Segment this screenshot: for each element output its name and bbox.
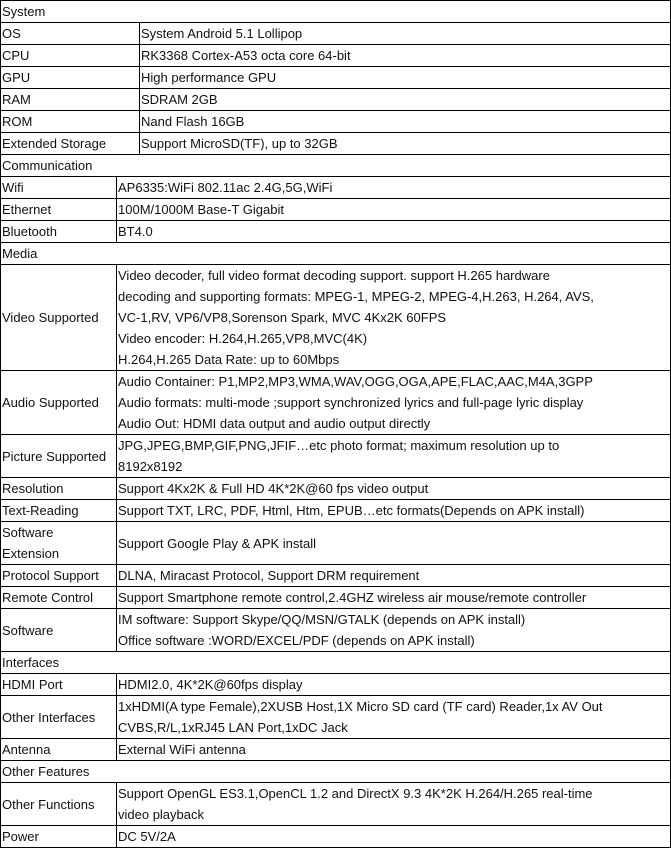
spec-value-line: Audio Out: HDMI data output and audio output directly [118, 416, 431, 431]
spec-label-power: Power [1, 826, 117, 848]
spec-value-gpu: High performance GPU [140, 67, 671, 89]
spec-row-antenna [1, 739, 671, 761]
spec-value-line: Support OpenGL ES3.1,OpenCL 1.2 and DirectX 9.3 4K*2K H.264/H.265 real-time [118, 786, 593, 801]
spec-label-other-interfaces: Other Interfaces [1, 696, 117, 739]
spec-label-storage: Extended Storage [1, 133, 140, 155]
spec-row-power [1, 826, 671, 848]
section-row-system [1, 1, 671, 23]
spec-row-storage [1, 133, 671, 155]
spec-value-hdmi: HDMI2.0, 4K*2K@60fps display [117, 674, 671, 696]
spec-row-wifi [1, 177, 671, 199]
spec-value-rom: Nand Flash 16GB [140, 111, 671, 133]
spec-label-cpu: CPU [1, 45, 140, 67]
spec-label-software: Software [1, 609, 117, 652]
spec-value-remote: Support Smartphone remote control,2.4GHZ wireless air mouse/remote controller [117, 587, 671, 609]
spec-row-bluetooth [1, 221, 671, 243]
spec-value-wifi: AP6335:WiFi 802.11ac 2.4G,5G,WiFi [117, 177, 671, 199]
spec-row-protocol [1, 565, 671, 587]
spec-label-ram: RAM [1, 89, 140, 111]
spec-row-resolution [1, 478, 671, 500]
spec-row-remote [1, 587, 671, 609]
spec-label-hdmi: HDMI Port [1, 674, 117, 696]
spec-label-picture: Picture Supported [1, 435, 117, 478]
spec-value-line: 1xHDMI(A type Female),2XUSB Host,1X Micro SD card (TF card) Reader,1x AV Out [118, 699, 603, 714]
spec-value-line: 8192x8192 [118, 459, 183, 474]
spec-value-line: Video encoder: H.264,H.265,VP8,MVC(4K) [118, 331, 368, 346]
spec-value-line: Audio formats: multi-mode ;support synchronized lyrics and full-page lyric display [118, 395, 584, 410]
spec-row-software [1, 609, 671, 652]
section-title-other-features: Other Features [1, 761, 671, 783]
spec-value-bluetooth: BT4.0 [117, 221, 671, 243]
section-title-interfaces: Interfaces [1, 652, 671, 674]
spec-label-text-reading: Text-Reading [1, 500, 117, 522]
spec-label-wifi: Wifi [1, 177, 117, 199]
spec-value-software-extension: Support Google Play & APK install [117, 522, 671, 565]
spec-row-cpu [1, 45, 671, 67]
spec-label-resolution: Resolution [1, 478, 117, 500]
spec-value-software [117, 609, 671, 652]
spec-row-ram [1, 89, 671, 111]
spec-row-other-functions [1, 783, 671, 826]
spec-row-os [1, 23, 671, 45]
spec-row-gpu [1, 67, 671, 89]
spec-label-line: Extension [2, 546, 60, 561]
section-title-communication: Communication [1, 155, 671, 177]
spec-row-software-extension [1, 522, 671, 565]
spec-label-software-extension [1, 522, 117, 565]
spec-value-antenna: External WiFi antenna [117, 739, 671, 761]
spec-label-remote: Remote Control [1, 587, 117, 609]
spec-value-storage: Support MicroSD(TF), up to 32GB [140, 133, 671, 155]
spec-value-line: Audio Container: P1,MP2,MP3,WMA,WAV,OGG,OGA,APE,FLAC,AAC,M4A,3GPP [118, 374, 593, 389]
spec-row-video [1, 265, 671, 371]
spec-label-bluetooth: Bluetooth [1, 221, 117, 243]
spec-value-video [117, 265, 671, 371]
spec-row-ethernet [1, 199, 671, 221]
spec-value-line: IM software: Support Skype/QQ/MSN/GTALK (depends on APK install) [118, 612, 526, 627]
spec-value-ethernet: 100M/1000M Base-T Gigabit [117, 199, 671, 221]
spec-value-other-interfaces [117, 696, 671, 739]
section-title-system: System [1, 1, 671, 23]
spec-label-audio: Audio Supported [1, 371, 117, 435]
spec-value-line: video playback [118, 807, 204, 822]
spec-value-protocol: DLNA, Miracast Protocol, Support DRM requirement [117, 565, 671, 587]
spec-row-audio [1, 371, 671, 435]
spec-label-antenna: Antenna [1, 739, 117, 761]
spec-label-ethernet: Ethernet [1, 199, 117, 221]
spec-row-picture [1, 435, 671, 478]
spec-label-rom: ROM [1, 111, 140, 133]
spec-value-line: H.264,H.265 Data Rate: up to 60Mbps [118, 352, 340, 367]
spec-value-power: DC 5V/2A [117, 826, 671, 848]
spec-value-picture [117, 435, 671, 478]
spec-label-os: OS [1, 23, 140, 45]
spec-row-hdmi [1, 674, 671, 696]
spec-value-line: VC-1,RV, VP6/VP8,Sorenson Spark, MVC 4Kx2K 60FPS [118, 310, 447, 325]
spec-label-line: Software [2, 525, 54, 540]
spec-row-text-reading [1, 500, 671, 522]
spec-row-rom [1, 111, 671, 133]
section-title-media: Media [1, 243, 671, 265]
spec-value-line: decoding and supporting formats: MPEG-1, MPEG-2, MPEG-4,H.263, H.264, AVS, [118, 289, 594, 304]
spec-value-ram: SDRAM 2GB [140, 89, 671, 111]
spec-value-line: JPG,JPEG,BMP,GIF,PNG,JFIF…etc photo format; maximum resolution up to [118, 438, 560, 453]
spec-value-os: System Android 5.1 Lollipop [140, 23, 671, 45]
section-row-interfaces [1, 652, 671, 674]
spec-value-audio [117, 371, 671, 435]
spec-label-gpu: GPU [1, 67, 140, 89]
spec-row-other-interfaces [1, 696, 671, 739]
spec-label-protocol: Protocol Support [1, 565, 117, 587]
spec-value-other-functions [117, 783, 671, 826]
section-row-media [1, 243, 671, 265]
spec-value-line: CVBS,R/L,1xRJ45 LAN Port,1xDC Jack [118, 720, 348, 735]
spec-value-line: Office software :WORD/EXCEL/PDF (depends on APK install) [118, 633, 475, 648]
spec-value-cpu: RK3368 Cortex-A53 octa core 64-bit [140, 45, 671, 67]
spec-value-line: Video decoder, full video format decoding support. support H.265 hardware [118, 268, 550, 283]
spec-label-other-functions: Other Functions [1, 783, 117, 826]
section-row-other-features [1, 761, 671, 783]
spec-value-resolution: Support 4Kx2K & Full HD 4K*2K@60 fps video output [117, 478, 671, 500]
spec-label-video: Video Supported [1, 265, 117, 371]
section-row-communication [1, 155, 671, 177]
spec-value-text-reading: Support TXT, LRC, PDF, Html, Htm, EPUB…etc formats(Depends on APK install) [117, 500, 671, 522]
